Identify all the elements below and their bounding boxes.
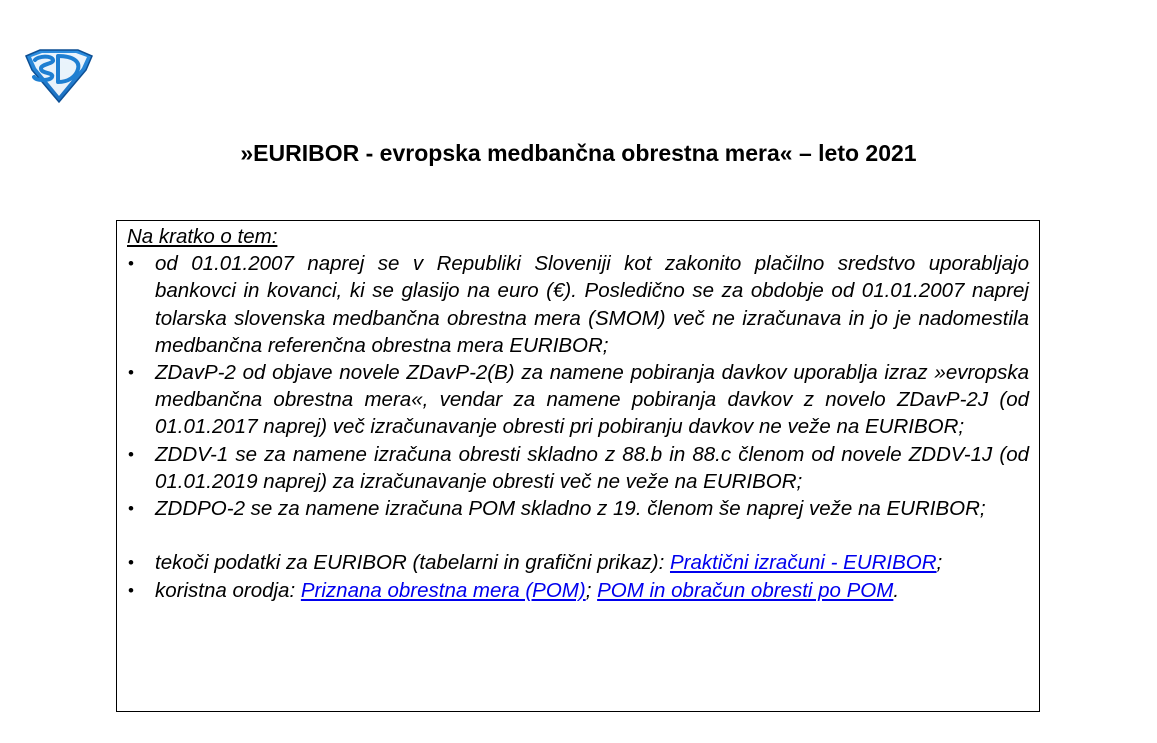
- bullet-icon: •: [128, 444, 134, 464]
- list-item: • ZDDPO-2 se za namene izračuna POM skladno z 19. členom še naprej veže na EURIBOR;: [127, 495, 1029, 522]
- link-pom-obracun-obresti[interactable]: POM in obračun obresti po POM: [597, 578, 894, 602]
- list-item: • ZDDV-1 se za namene izračuna obresti skladno z 88.b in 88.c členom od novele ZDDV-1J (od 01.01.2019 naprej) za izračunavanje obresti več ne veže na EURIBOR;: [128, 442, 1029, 493]
- summary-list: [127, 250, 1029, 604]
- bullet-icon: •: [128, 553, 134, 573]
- link-prakticni-izracuni-euribor[interactable]: Praktični izračuni - EURIBOR: [669, 551, 937, 575]
- bullet-icon: •: [128, 254, 134, 274]
- bullet-icon: •: [128, 499, 134, 519]
- list-item: • tekoči podatki za EURIBOR (tabelarni in grafični prikaz): Praktični izračuni - EURIBOR;: [127, 549, 1029, 576]
- page-title: »EURIBOR - evropska medbančna obrestna mera« – leto 2021: [240, 140, 917, 166]
- list-item: • od 01.01.2007 naprej se v Republiki Sloveniji kot zakonito plačilno sredstvo uporabljajo bankovci in kovanci, ki se glasijo na euro (€). Posledično se za obdobje od 01.01.2007 naprej tolarska slovenska medbančna obrestna mera (SMOM) več ne izračunava in jo je nadomestila medbančna referenčna obrestna mera EURIBOR;: [128, 252, 1029, 357]
- bullet-icon: •: [128, 363, 134, 383]
- list-item: • koristna orodja: Priznana obrestna mera (POM); POM in obračun obresti po POM.: [127, 577, 1029, 604]
- link-priznana-obrestna-mera[interactable]: Priznana obrestna mera (POM): [300, 578, 586, 602]
- summary-heading: Na kratko o tem:: [127, 225, 278, 248]
- sd-shield-logo: [22, 48, 96, 104]
- summary-box: [116, 220, 1040, 712]
- shield-logo-icon: [22, 48, 96, 104]
- list-item: • ZDavP-2 od objave novele ZDavP-2(B) za namene pobiranja davkov uporablja izraz »evropska medbančna obrestna mera«, vendar za namene pobiranja davkov z novelo ZDavP-2J (od 01.01.2017 naprej) več izračunavanje obresti pri pobiranju davkov ne veže na EURIBOR;: [128, 361, 1029, 439]
- bullet-icon: •: [128, 580, 134, 600]
